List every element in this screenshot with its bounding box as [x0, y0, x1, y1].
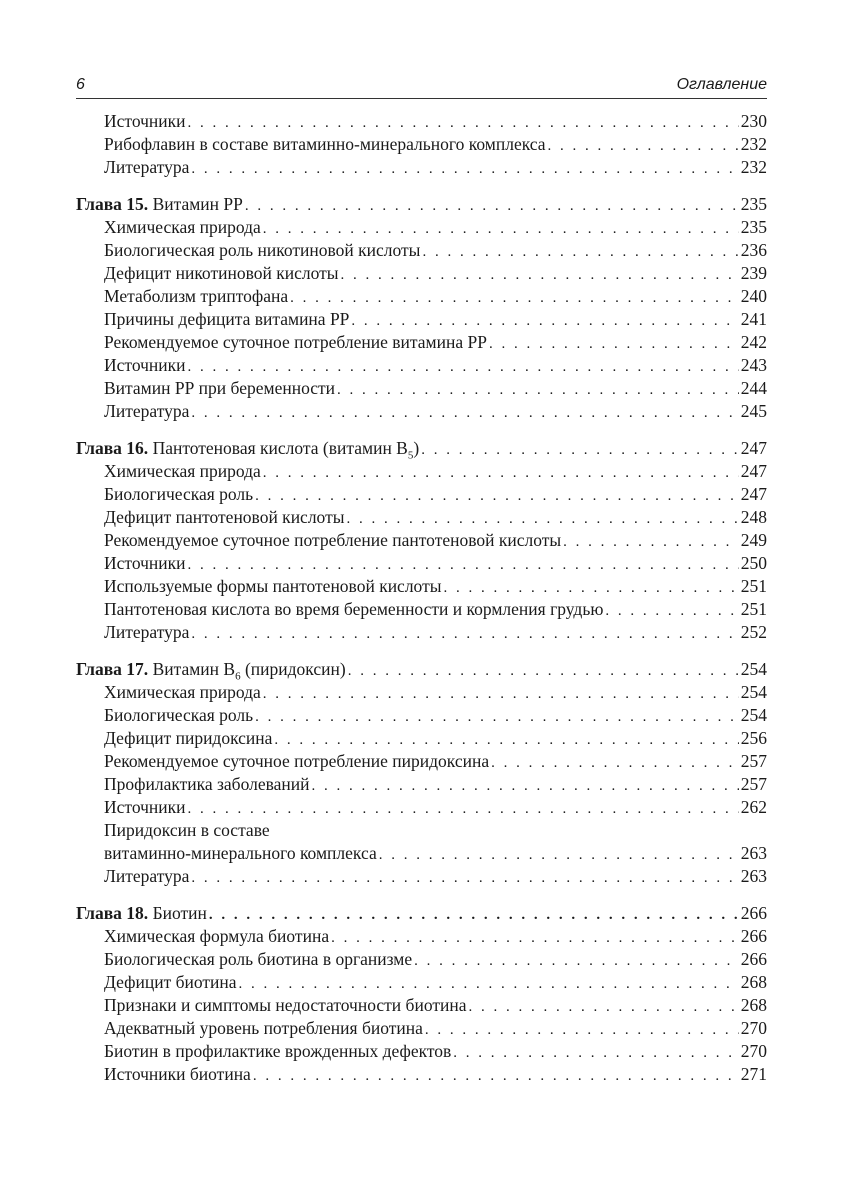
dot-leader — [425, 1019, 739, 1042]
chapter-title-end: (пиридоксин) — [240, 659, 346, 679]
toc-entry-page: 247 — [740, 484, 767, 504]
dot-leader — [312, 775, 739, 798]
chapter-prefix: Глава 18. — [76, 903, 149, 923]
toc-entry-label: Пантотеновая кислота во время беременности и кормления грудью — [104, 599, 604, 619]
toc-entry[interactable] — [76, 948, 767, 971]
dot-leader — [453, 1042, 738, 1065]
toc-entry-label: Источники — [104, 553, 186, 573]
dot-leader — [191, 867, 738, 890]
toc-entry-page: 263 — [740, 866, 767, 886]
toc-entry[interactable] — [76, 552, 767, 575]
dot-leader — [351, 310, 738, 333]
toc-entry-label: Дефицит пантотеновой кислоты — [104, 507, 345, 527]
dot-leader — [191, 158, 738, 181]
dot-leader — [468, 996, 738, 1019]
dot-leader — [263, 683, 739, 706]
toc-entry-label: Рибофлавин в составе витаминно-минерального комплекса — [104, 134, 546, 154]
table-of-contents — [76, 110, 767, 1100]
toc-entry-page: 245 — [740, 401, 767, 421]
toc-entry-page: 256 — [740, 728, 767, 748]
toc-entry-page: 270 — [740, 1018, 767, 1038]
page-number: 6 — [76, 76, 85, 93]
chapter-16 — [76, 437, 767, 644]
chapter-title: Витамин РР — [152, 194, 243, 214]
dot-leader — [341, 264, 739, 287]
toc-entry[interactable] — [76, 1040, 767, 1063]
dot-leader — [331, 927, 739, 950]
chapter-prefix: Глава 16. — [76, 438, 149, 458]
dot-leader — [274, 729, 738, 752]
toc-entry[interactable] — [76, 925, 767, 948]
toc-entry-page: 257 — [740, 774, 767, 794]
chapter-heading[interactable] — [76, 193, 767, 216]
toc-entry-page: 268 — [740, 995, 767, 1015]
toc-entry[interactable] — [76, 704, 767, 727]
toc-entry-page: 239 — [740, 263, 767, 283]
toc-entry-label: витаминно-минерального комплекса — [104, 843, 377, 863]
toc-entry-label: Биологическая роль никотиновой кислоты — [104, 240, 421, 260]
toc-entry[interactable] — [76, 377, 767, 400]
toc-entry-page: 251 — [740, 599, 767, 619]
toc-entry-page: 257 — [740, 751, 767, 771]
chapter-heading-label — [76, 437, 419, 460]
dot-leader — [239, 973, 739, 996]
toc-entry-page: 266 — [740, 949, 767, 969]
chapter-page: 235 — [740, 194, 767, 214]
chapter-heading-label — [76, 658, 346, 681]
toc-entry-label: Химическая природа — [104, 461, 261, 481]
chapter-heading[interactable] — [76, 902, 767, 925]
toc-entry-label: Источники биотина — [104, 1064, 251, 1084]
toc-entry-label: Источники — [104, 797, 186, 817]
toc-entry-page: 235 — [740, 217, 767, 237]
toc-entry[interactable] — [76, 156, 767, 179]
dot-leader — [188, 112, 739, 135]
toc-entry-label: Дефицит никотиновой кислоты — [104, 263, 339, 283]
toc-entry[interactable] — [76, 575, 767, 598]
dot-leader — [491, 752, 739, 775]
dot-leader — [188, 798, 739, 821]
chapter-prefix: Глава 17. — [76, 659, 149, 679]
dot-leader — [188, 356, 739, 379]
chapter-title-main: Пантотеновая кислота (витамин В — [152, 438, 408, 458]
dot-leader — [263, 218, 739, 241]
toc-entry-page: 263 — [740, 843, 767, 863]
toc-entry[interactable] — [76, 308, 767, 331]
dot-leader — [489, 333, 739, 356]
toc-entry-line1[interactable] — [76, 819, 767, 842]
toc-entry-label: Литература — [104, 401, 190, 421]
toc-entry[interactable] — [76, 262, 767, 285]
toc-entry-label: Литература — [104, 866, 190, 886]
chapter-page: 254 — [740, 659, 767, 679]
toc-entry-label: Рекомендуемое суточное потребление пантотеновой кислоты — [104, 530, 562, 550]
toc-entry[interactable] — [76, 506, 767, 529]
dot-leader — [255, 485, 739, 508]
toc-entry-page: 254 — [740, 682, 767, 702]
toc-entry[interactable] — [76, 598, 767, 621]
chapter-heading[interactable] — [76, 658, 767, 681]
toc-entry-label: Литература — [104, 622, 190, 642]
toc-entry-label: Биологическая роль биотина в организме — [104, 949, 413, 969]
toc-entry-page: 247 — [740, 461, 767, 481]
toc-entry-label: Витамин РР при беременности — [104, 378, 336, 398]
dot-leader — [348, 660, 739, 683]
toc-entry[interactable] — [76, 773, 767, 796]
chapter-page: 266 — [740, 903, 767, 923]
toc-entry-page: 252 — [740, 622, 767, 642]
toc-entry[interactable] — [76, 133, 767, 156]
toc-entry-label: Биологическая роль — [104, 705, 254, 725]
toc-entry-page: 248 — [740, 507, 767, 527]
dot-leader — [414, 950, 739, 973]
dot-leader — [422, 241, 738, 264]
toc-entry-page: 251 — [740, 576, 767, 596]
toc-entry-label: Химическая природа — [104, 217, 261, 237]
chapter-page: 247 — [740, 438, 767, 458]
toc-entry[interactable] — [76, 971, 767, 994]
toc-entry-page: 243 — [740, 355, 767, 375]
chapter-title-subscript: 6 — [235, 670, 241, 683]
toc-entry-label: Используемые формы пантотеновой кислоты — [104, 576, 442, 596]
toc-entry-page: 236 — [740, 240, 767, 260]
toc-entry-page: 232 — [740, 134, 767, 154]
dot-leader — [253, 1065, 739, 1088]
toc-entry-label: Дефицит биотина — [104, 972, 237, 992]
dot-leader — [548, 135, 739, 158]
chapter-15 — [76, 193, 767, 423]
toc-entry-page: 244 — [740, 378, 767, 398]
running-title: Оглавление — [676, 76, 767, 93]
toc-entry-page: 242 — [740, 332, 767, 352]
chapter-14-continuation — [76, 110, 767, 179]
toc-entry-page: 254 — [740, 705, 767, 725]
dot-leader — [443, 577, 738, 600]
toc-entry-label: Биологическая роль — [104, 484, 254, 504]
chapter-prefix: Глава 15. — [76, 194, 149, 214]
toc-entry[interactable] — [76, 216, 767, 239]
dot-leader — [255, 706, 739, 729]
dot-leader — [191, 623, 738, 646]
toc-entry[interactable] — [76, 239, 767, 262]
dot-leader — [605, 600, 738, 623]
chapter-title-main: Витамин В — [152, 659, 236, 679]
toc-entry[interactable] — [76, 529, 767, 552]
chapter-heading-label — [76, 193, 243, 216]
toc-entry-label: Химическая формула биотина — [104, 926, 330, 946]
toc-entry-label: Причины дефицита витамина РР — [104, 309, 350, 329]
toc-entry-label: Метаболизм триптофана — [104, 286, 289, 306]
toc-entry-page: 268 — [740, 972, 767, 992]
toc-entry-page: 270 — [740, 1041, 767, 1061]
toc-entry[interactable] — [76, 994, 767, 1017]
toc-entry-label: Рекомендуемое суточное потребление витамина РР — [104, 332, 487, 352]
toc-entry-label: Литература — [104, 157, 190, 177]
toc-entry-label: Адекватный уровень потребления биотина — [104, 1018, 423, 1038]
toc-entry-label: Химическая природа — [104, 682, 261, 702]
toc-entry-page: 262 — [740, 797, 767, 817]
toc-entry[interactable] — [76, 621, 767, 644]
dot-leader — [563, 531, 739, 554]
toc-entry[interactable] — [76, 1017, 767, 1040]
toc-entry-page: 240 — [740, 286, 767, 306]
toc-entry-page: 266 — [740, 926, 767, 946]
toc-entry[interactable] — [76, 400, 767, 423]
toc-entry[interactable] — [76, 1063, 767, 1086]
dot-leader — [245, 195, 739, 218]
toc-entry[interactable] — [76, 331, 767, 354]
toc-entry-label: Профилактика заболеваний — [104, 774, 310, 794]
dot-leader — [290, 287, 739, 310]
dot-leader — [191, 402, 738, 425]
dot-leader — [379, 844, 739, 867]
toc-entry-label: Источники — [104, 111, 186, 131]
toc-entry[interactable] — [76, 110, 767, 133]
toc-entry[interactable] — [76, 681, 767, 704]
toc-entry-line2[interactable] — [76, 842, 767, 865]
toc-entry-label: Признаки и симптомы недостаточности биотина — [104, 995, 467, 1015]
toc-entry[interactable] — [76, 865, 767, 888]
toc-entry[interactable] — [76, 750, 767, 773]
chapter-18 — [76, 902, 767, 1086]
toc-entry-page: 250 — [740, 553, 767, 573]
toc-entry-label: Биотин в профилактике врожденных дефектов — [104, 1041, 452, 1061]
dot-leader — [263, 462, 739, 485]
chapter-title-end: ) — [413, 438, 420, 458]
chapter-17 — [76, 658, 767, 888]
toc-entry-label: Рекомендуемое суточное потребление пиридоксина — [104, 751, 490, 771]
dot-leader — [421, 439, 739, 462]
dot-leader — [346, 508, 738, 531]
dot-leader — [188, 554, 739, 577]
toc-entry[interactable] — [76, 796, 767, 819]
chapter-title-subscript: 5 — [407, 449, 414, 462]
toc-entry[interactable] — [76, 460, 767, 483]
toc-entry-page: 232 — [740, 157, 767, 177]
toc-entry-label: Источники — [104, 355, 186, 375]
chapter-heading-label — [76, 902, 207, 925]
toc-entry-label: Пиридоксин в составе — [104, 820, 270, 840]
toc-entry-page: 271 — [740, 1064, 767, 1084]
toc-entry[interactable] — [76, 285, 767, 308]
toc-entry-label: Дефицит пиридоксина — [104, 728, 273, 748]
toc-entry-page: 241 — [740, 309, 767, 329]
chapter-heading[interactable] — [76, 437, 767, 460]
dot-leader — [209, 904, 739, 927]
toc-entry-page: 249 — [740, 530, 767, 550]
dot-leader — [337, 379, 739, 402]
toc-entry[interactable] — [76, 354, 767, 377]
toc-entry[interactable] — [76, 727, 767, 750]
chapter-title: Биотин — [152, 903, 207, 923]
page-header — [76, 76, 767, 99]
toc-entry-page: 230 — [740, 111, 767, 131]
toc-entry[interactable] — [76, 483, 767, 506]
